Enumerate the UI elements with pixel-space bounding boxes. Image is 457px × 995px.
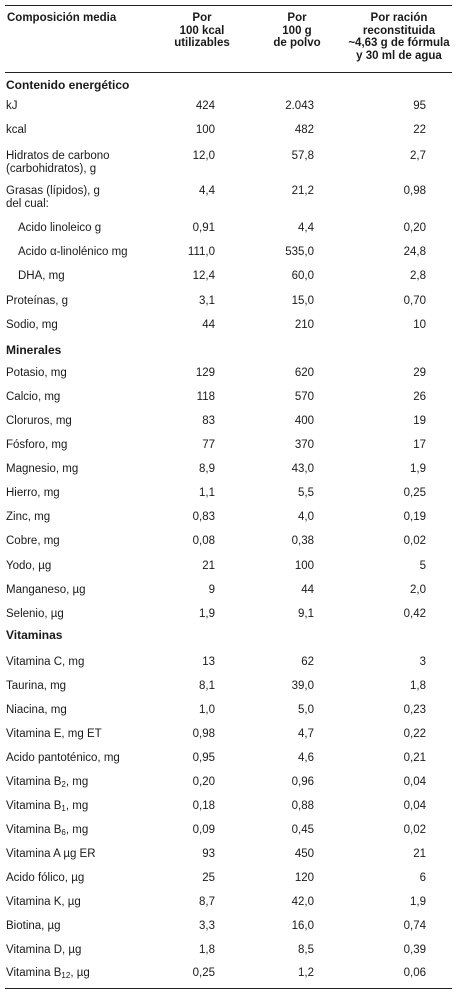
header-per-100kcal: Por 100 kcal utilizables (174, 12, 230, 49)
row-label: Acido pantoténico, mg (6, 752, 120, 764)
value-per-100g: 43,0 (291, 463, 314, 475)
row-label: Taurina, mg (6, 680, 67, 692)
value-per-serving: 0,02 (403, 535, 426, 547)
value-per-100g: 400 (294, 415, 314, 427)
value-per-serving: 22 (413, 124, 426, 136)
value-per-serving: 29 (413, 367, 426, 379)
value-per-serving: 0,39 (403, 944, 426, 956)
row-label: Proteínas, g (6, 295, 69, 307)
value-per-serving: 0,02 (403, 824, 426, 836)
row-label: Vitamina D, µg (6, 944, 82, 956)
value-per-100kcal: 1,9 (199, 608, 215, 620)
header-rule (5, 72, 452, 73)
value-per-serving: 2,7 (410, 150, 426, 162)
value-per-serving: 0,70 (403, 295, 426, 307)
value-per-100g: 9,1 (298, 608, 314, 620)
row-label: Vitamina $B_6$, mg (6, 824, 89, 837)
row-label: Calcio, mg (6, 391, 61, 403)
value-per-serving: 19 (413, 415, 426, 427)
bottom-rule (5, 988, 452, 989)
value-per-100kcal: 8,7 (199, 896, 215, 908)
value-per-100g: 1,2 (298, 967, 314, 979)
value-per-100g: 0,88 (291, 800, 314, 812)
value-per-100g: 5,5 (298, 487, 314, 499)
value-per-serving: 2,0 (410, 584, 426, 596)
header-per-100g: Por 100 g de polvo (273, 12, 321, 49)
value-per-serving: 17 (413, 439, 426, 451)
value-per-100kcal: 0,20 (192, 776, 215, 788)
value-per-100kcal: 424 (195, 100, 215, 112)
value-per-serving: 0,06 (403, 967, 426, 979)
value-per-serving: 95 (413, 100, 426, 112)
value-per-serving: 0,23 (403, 704, 426, 716)
value-per-100g: 0,38 (291, 535, 314, 547)
value-per-serving: 0,25 (403, 487, 426, 499)
value-per-100kcal: 0,95 (192, 752, 215, 764)
value-per-100g: 2.043 (285, 100, 314, 112)
row-label: kcal (6, 124, 27, 136)
row-label: Sodio, mg (6, 319, 58, 331)
value-per-100kcal: 4,4 (199, 185, 215, 197)
value-per-100g: 535,0 (285, 246, 314, 258)
value-per-100kcal: 9 (208, 584, 215, 596)
row-label: Vitamina E, mg ET (6, 728, 102, 740)
value-per-serving: 0,04 (403, 800, 426, 812)
value-per-100g: 620 (294, 367, 314, 379)
value-per-serving: 0,04 (403, 776, 426, 788)
value-per-serving: 3 (419, 656, 426, 668)
row-label: Acido α-linolénico mg (18, 246, 128, 258)
row-label: Acido linoleico g (18, 222, 102, 234)
top-rule (5, 5, 452, 6)
value-per-100kcal: 12,4 (192, 270, 215, 282)
value-per-100g: 60,0 (291, 270, 314, 282)
section-energy: Contenido energético (6, 78, 130, 92)
value-per-100kcal: 129 (195, 367, 215, 379)
value-per-serving: 10 (413, 319, 426, 331)
value-per-100g: 0,45 (291, 824, 314, 836)
value-per-serving: 24,8 (403, 246, 426, 258)
value-per-100g: 5,0 (298, 704, 314, 716)
value-per-100kcal: 12,0 (192, 150, 215, 162)
value-per-serving: 6 (419, 872, 426, 884)
value-per-serving: 0,20 (403, 222, 426, 234)
value-per-100g: 8,5 (298, 944, 314, 956)
value-per-serving: 0,19 (403, 511, 426, 523)
value-per-100kcal: 100 (195, 124, 215, 136)
value-per-serving: 5 (419, 560, 426, 572)
value-per-100g: 62 (301, 656, 314, 668)
row-label: Hidratos de carbono (carbohidratos), g (6, 150, 110, 175)
value-per-100g: 0,96 (291, 776, 314, 788)
value-per-100kcal: 13 (202, 656, 215, 668)
value-per-100g: 120 (294, 872, 314, 884)
value-per-100kcal: 8,1 (199, 680, 215, 692)
row-label: Potasio, mg (6, 367, 67, 379)
row-label: Grasas (lípidos), g del cual: (6, 185, 100, 210)
value-per-100g: 57,8 (291, 150, 314, 162)
value-per-100kcal: 0,98 (192, 728, 215, 740)
value-per-100kcal: 44 (202, 319, 215, 331)
row-label: Zinc, mg (6, 511, 51, 523)
value-per-serving: 0,74 (403, 920, 426, 932)
value-per-100kcal: 1,8 (199, 944, 215, 956)
row-label: Acido fólico, µg (6, 872, 85, 884)
value-per-100g: 21,2 (291, 185, 314, 197)
value-per-100g: 210 (294, 319, 314, 331)
value-per-serving: 1,9 (410, 463, 426, 475)
value-per-100kcal: 21 (202, 560, 215, 572)
value-per-100g: 39,0 (291, 680, 314, 692)
row-label: Manganeso, µg (6, 584, 86, 596)
value-per-100g: 44 (301, 584, 314, 596)
value-per-serving: 0,22 (403, 728, 426, 740)
section-vitamins: Vitaminas (6, 628, 63, 642)
value-per-serving: 2,8 (410, 270, 426, 282)
value-per-serving: 0,21 (403, 752, 426, 764)
value-per-100kcal: 118 (196, 391, 215, 403)
value-per-serving: 0,98 (403, 185, 426, 197)
value-per-100g: 4,6 (298, 752, 314, 764)
row-label: Niacina, mg (6, 704, 67, 716)
value-per-serving: 0,42 (403, 608, 426, 620)
value-per-serving: 26 (413, 391, 426, 403)
row-label: Vitamina A µg ER (6, 848, 96, 860)
header-composition: Composición media (7, 12, 117, 24)
header-per-serving: Por ración reconstituida ~4,63 g de fórmula y 30 ml de agua (348, 12, 450, 62)
value-per-100kcal: 0,18 (192, 800, 215, 812)
value-per-100kcal: 0,09 (192, 824, 215, 836)
value-per-100g: 570 (294, 391, 314, 403)
row-label: Biotina, µg (6, 920, 61, 932)
value-per-100g: 4,0 (298, 511, 314, 523)
row-label: kJ (6, 100, 18, 112)
value-per-100kcal: 77 (202, 439, 215, 451)
value-per-100g: 482 (294, 124, 314, 136)
value-per-serving: 21 (413, 848, 426, 860)
row-label: Selenio, µg (6, 608, 64, 620)
value-per-serving: 1,9 (410, 896, 426, 908)
value-per-100g: 42,0 (291, 896, 314, 908)
row-label: Vitamina $B_1$, mg (6, 800, 89, 813)
value-per-100kcal: 3,3 (199, 920, 215, 932)
value-per-100g: 16,0 (291, 920, 314, 932)
row-label: Cloruros, mg (6, 415, 72, 427)
value-per-100g: 450 (294, 848, 314, 860)
value-per-100kcal: 1,0 (199, 704, 215, 716)
value-per-100kcal: 0,08 (192, 535, 215, 547)
value-per-100kcal: 93 (202, 848, 215, 860)
value-per-100kcal: 1,1 (199, 487, 215, 499)
value-per-100kcal: 8,9 (199, 463, 215, 475)
value-per-100g: 370 (294, 439, 314, 451)
row-label: Vitamina K, µg (6, 896, 81, 908)
value-per-100kcal: 0,25 (192, 967, 215, 979)
row-label: Vitamina $B_{12}$, µg (6, 967, 90, 980)
row-label: Vitamina C, mg (6, 656, 85, 668)
row-label: Yodo, µg (6, 560, 52, 572)
row-label: Vitamina $B_2$, mg (6, 776, 89, 789)
value-per-100kcal: 3,1 (199, 295, 215, 307)
value-per-100g: 4,4 (298, 222, 314, 234)
row-label: DHA, mg (18, 270, 65, 282)
section-minerals: Minerales (6, 343, 62, 357)
value-per-100kcal: 25 (202, 872, 215, 884)
row-label: Cobre, mg (6, 535, 60, 547)
value-per-100kcal: 83 (202, 415, 215, 427)
value-per-100kcal: 0,83 (192, 511, 215, 523)
value-per-100kcal: 111,0 (187, 246, 215, 258)
value-per-100kcal: 0,91 (192, 222, 215, 234)
value-per-100g: 15,0 (291, 295, 314, 307)
row-label: Fósforo, mg (6, 439, 68, 451)
row-label: Hierro, mg (6, 487, 60, 499)
row-label: Magnesio, mg (6, 463, 79, 475)
value-per-serving: 1,8 (410, 680, 426, 692)
value-per-100g: 100 (294, 560, 314, 572)
value-per-100g: 4,7 (298, 728, 314, 740)
